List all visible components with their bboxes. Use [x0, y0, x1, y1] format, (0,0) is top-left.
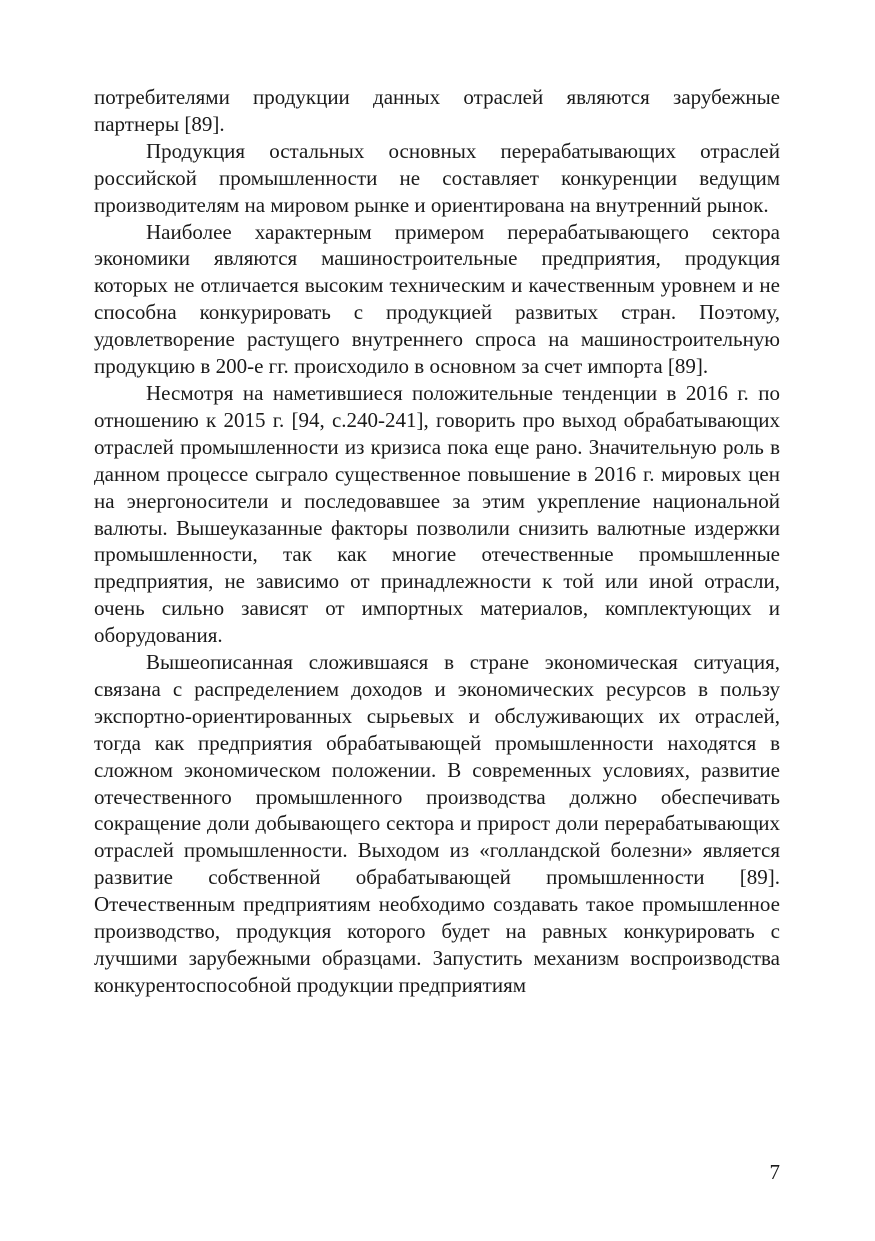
paragraph-2: Продукция остальных основных перерабатывающих отраслей российской промышленности не составляет конкуренции ведущим производителям на мировом рынке и ориентирована на внутренний рынок.: [94, 138, 780, 217]
paragraph-3: Наиболее характерным примером перерабатывающего сектора экономики являются машиностроительные предприятия, продукция которых не отличается высоким техническим и качественным уровнем и не способна конкурировать с продукцией развитых стран. Поэтому, удовлетворение растущего внутреннего спроса на машиностроительную продукцию в 200-е гг. происходило в основном за счет импорта [89].: [94, 219, 780, 379]
paragraph-1: потребителями продукции данных отраслей являются зарубежные партнеры [89].: [94, 85, 780, 136]
page-number: 7: [769, 1160, 780, 1184]
paragraph-5: Вышеописанная сложившаяся в стране экономическая ситуация, связана с распределением доходов и экономических ресурсов в пользу экспортно-ориентированных сырьевых и обслуживающих их отраслей, тогда как предприятия обрабатывающей промышленности находятся в сложном экономическом положении. В современных условиях, развитие отечественного промышленного производства должно обеспечивать сокращение доли добывающего сектора и прирост доли перерабатывающих отраслей промышленности. Выходом из «голландской болезни» является развитие собственной обрабатывающей промышленности [89]. Отечественным предприятиям необходимо создавать такое промышленное производство, продукция которого будет на равных конкурировать с лучшими зарубежными образцами. Запустить механизм воспроизводства конкурентоспособной продукции предприятиям: [94, 650, 780, 997]
paragraph-4: Несмотря на наметившиеся положительные тенденции в 2016 г. по отношению к 2015 г. [94, с.240-241], говорить про выход обрабатывающих отраслей промышленности из кризиса пока еще рано. Значительную роль в данном процессе сыграло существенное повышение в 2016 г. мировых цен на энергоносители и последовавшее за этим укрепление национальной валюты. Вышеуказанные факторы позволили снизить валютные издержки промышленности, так как многие отечественные промышленные предприятия, не зависимо от принадлежности к той или иной отрасли, очень сильно зависят от импортных материалов, комплектующих и оборудования.: [94, 380, 780, 648]
page-body: [94, 84, 780, 999]
